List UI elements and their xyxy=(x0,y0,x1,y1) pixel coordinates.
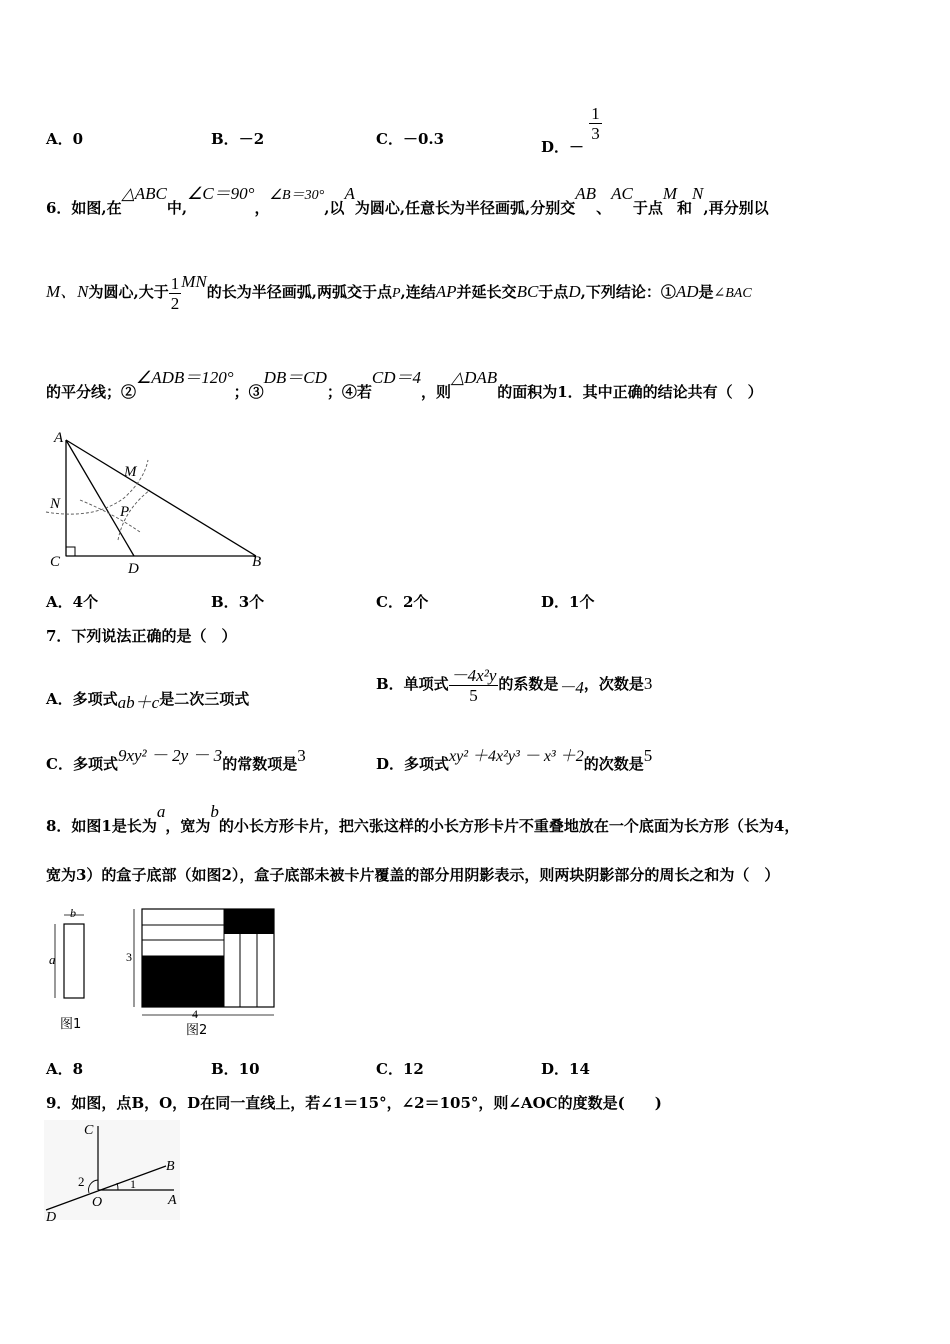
option-value: －0.3 xyxy=(402,130,445,148)
option-value: －2 xyxy=(238,130,265,148)
label-d: D xyxy=(46,1210,57,1225)
option-value: 4个 xyxy=(72,593,99,611)
q8-line-1 xyxy=(46,802,800,846)
math: M xyxy=(662,184,677,203)
q9-angle-figure xyxy=(44,1120,184,1224)
q7-option-b xyxy=(376,662,652,706)
option-label: C．多项式 xyxy=(46,755,118,773)
option-label: B． xyxy=(211,593,239,611)
label-a: A xyxy=(54,430,64,446)
math: －4 xyxy=(558,678,584,697)
q5-option-a xyxy=(46,128,83,149)
text: 的小长方形卡片，把六张这样的小长方形卡片不重叠地放在一个底面为长方形（长为4， xyxy=(218,817,800,835)
math: BC xyxy=(516,282,539,301)
math: △ABC xyxy=(121,184,167,203)
q8-line-2: 宽为3）的盒子底部（如图2），盒子底部未被卡片覆盖的部分用阴影表示，则两块阴影部分的周长之和为（ ） xyxy=(46,866,780,884)
text: 、 xyxy=(596,199,612,217)
q8-figure-2 xyxy=(122,906,282,1038)
text: 中, xyxy=(166,199,188,217)
math: MN xyxy=(181,272,207,291)
math: xy² ＋4x²y³ － x³ ＋2 xyxy=(449,748,584,765)
text: 的面积为1．其中正确的结论共有（ ） xyxy=(497,383,763,401)
text: 6．如图,在 xyxy=(46,199,122,217)
frac-num: －4x²y xyxy=(450,665,497,685)
q5-option-c xyxy=(376,128,444,149)
frac-den: 2 xyxy=(170,293,180,313)
text: 为圆心,大于 xyxy=(88,283,169,301)
math: a xyxy=(156,802,166,821)
text: 为圆心,任意长为半径画弧,分别交 xyxy=(354,199,576,217)
option-label: C． xyxy=(376,593,403,611)
label-angle-1: 1 xyxy=(130,1177,136,1191)
option-label: C． xyxy=(376,130,403,148)
label-n: N xyxy=(50,496,61,512)
q6-option-d xyxy=(541,591,594,612)
q5-option-b xyxy=(211,128,264,149)
q6-option-b xyxy=(211,591,264,612)
math: AP xyxy=(435,282,457,301)
caption-fig1: 图1 xyxy=(60,1017,82,1032)
label-p: P xyxy=(120,504,130,520)
q6-half-fraction xyxy=(169,274,182,313)
math: 3 xyxy=(643,674,653,693)
option-label: A． xyxy=(46,1060,73,1078)
text: ,再分别以 xyxy=(703,199,769,217)
q7-option-a xyxy=(46,684,250,712)
math: ab＋c xyxy=(117,693,160,712)
label-angle-2: 2 xyxy=(78,1174,85,1189)
q5-d-fraction xyxy=(589,104,602,143)
math: AC xyxy=(611,184,633,203)
frac-den: 3 xyxy=(591,124,600,143)
q6-line-2 xyxy=(46,272,752,314)
text: 的次数是 xyxy=(583,755,644,773)
math: CD＝4 xyxy=(371,368,422,387)
text: 于点 xyxy=(632,199,663,217)
option-label: A．多项式 xyxy=(46,690,118,708)
text: ；③ xyxy=(233,383,264,401)
label-c: C xyxy=(50,554,61,570)
option-value: 10 xyxy=(238,1060,260,1078)
option-label: B．单项式 xyxy=(376,675,449,693)
math: b xyxy=(210,802,219,821)
option-label: B． xyxy=(211,130,239,148)
q6-option-c xyxy=(376,591,428,612)
math: 5 xyxy=(643,746,653,765)
label-o: O xyxy=(92,1195,103,1210)
q6-option-a xyxy=(46,591,98,612)
label-width: 4 xyxy=(192,1007,198,1021)
label-b: B xyxy=(166,1159,175,1174)
math: 3 xyxy=(297,746,306,765)
q8-figure-1 xyxy=(46,906,106,1036)
option-label: A． xyxy=(46,593,73,611)
option-value: 12 xyxy=(402,1060,424,1078)
option-label: D． xyxy=(541,593,570,611)
text: ，宽为 xyxy=(165,817,211,835)
math: ∠C＝90° xyxy=(187,184,255,203)
q8-option-a xyxy=(46,1058,83,1079)
math: N xyxy=(692,184,704,203)
label-b: B xyxy=(252,554,262,570)
math: AD xyxy=(675,282,699,301)
small-card xyxy=(64,924,84,998)
right-angle-mark xyxy=(66,547,75,556)
shaded-bottom-left xyxy=(142,956,224,1007)
math: AB xyxy=(575,184,597,203)
option-value: 2个 xyxy=(402,593,429,611)
option-value: － xyxy=(569,137,585,156)
option-label: D． xyxy=(541,137,570,156)
q6-triangle-figure xyxy=(44,428,274,578)
text: 的常数项是 xyxy=(222,755,298,773)
option-value: 8 xyxy=(72,1060,84,1078)
frac-den: 5 xyxy=(469,685,478,705)
text: 的长为半径画弧,两弧交于点 xyxy=(206,283,392,301)
text: ，则 xyxy=(421,383,452,401)
text: 是 xyxy=(698,283,714,301)
q8-option-c xyxy=(376,1058,424,1079)
q7-option-d xyxy=(376,744,652,785)
text: 并延长交 xyxy=(456,283,517,301)
label-height: 3 xyxy=(126,950,132,964)
option-label: C． xyxy=(376,1060,403,1078)
q7-stem: 7．下列说法正确的是（ ） xyxy=(46,627,237,645)
option-label: D．多项式 xyxy=(376,755,450,773)
frac-num: 1 xyxy=(170,273,180,293)
caption-fig2: 图2 xyxy=(186,1023,208,1038)
math: ∠B＝30° xyxy=(269,188,325,203)
frac-num: 1 xyxy=(591,104,600,123)
text: 的系数是 xyxy=(498,675,559,693)
option-value: 1个 xyxy=(569,593,595,611)
option-value: 3个 xyxy=(238,593,265,611)
q8-option-b xyxy=(211,1058,260,1079)
q9-stem: 9．如图，点B，O，D在同一直线上，若∠1＝15°，∠2＝105°，则∠AOC的度数是( ) xyxy=(46,1094,662,1112)
math: D xyxy=(568,282,581,301)
text: 是二次三项式 xyxy=(159,690,250,708)
q5-option-d xyxy=(541,104,602,156)
side-ab xyxy=(66,440,256,556)
q8-option-d xyxy=(541,1058,590,1079)
q6-line-3 xyxy=(46,368,763,412)
option-label: D． xyxy=(541,1060,570,1078)
label-m: M xyxy=(124,464,137,480)
q6-line-1 xyxy=(46,184,769,228)
text: 8．如图1是长为 xyxy=(46,817,157,835)
label-a: A xyxy=(168,1193,177,1208)
text: 的平分线；② xyxy=(46,383,137,401)
option-value: 14 xyxy=(569,1060,590,1078)
math: P xyxy=(391,286,401,301)
math: 9xy² － 2y － 3 xyxy=(117,746,223,765)
text: ，次数是 xyxy=(583,675,644,693)
math: △DAB xyxy=(451,368,498,387)
label-c: C xyxy=(84,1123,94,1138)
text: ,下列结论：① xyxy=(580,283,676,301)
shaded-top-right xyxy=(224,909,274,934)
math: M、N xyxy=(46,282,89,301)
text: ,连结 xyxy=(400,283,436,301)
text: 于点 xyxy=(538,283,569,301)
option-label: B． xyxy=(211,1060,239,1078)
q7-option-c xyxy=(46,744,306,784)
label-b: b xyxy=(70,906,76,920)
math: DB＝CD xyxy=(263,368,327,387)
text: ,以 xyxy=(324,199,345,217)
text: ；④若 xyxy=(326,383,372,401)
label-a: a xyxy=(49,952,56,967)
figure-background xyxy=(44,1120,180,1220)
option-value: 0 xyxy=(72,130,84,148)
math: ∠ADB＝120° xyxy=(136,368,234,387)
text: 和 xyxy=(677,199,693,217)
math: A xyxy=(344,184,355,203)
math: ∠BAC xyxy=(713,286,752,301)
option-label: A． xyxy=(46,130,73,148)
label-d: D xyxy=(128,561,139,577)
text: ， xyxy=(254,199,270,217)
q7-b-fraction xyxy=(449,666,499,705)
